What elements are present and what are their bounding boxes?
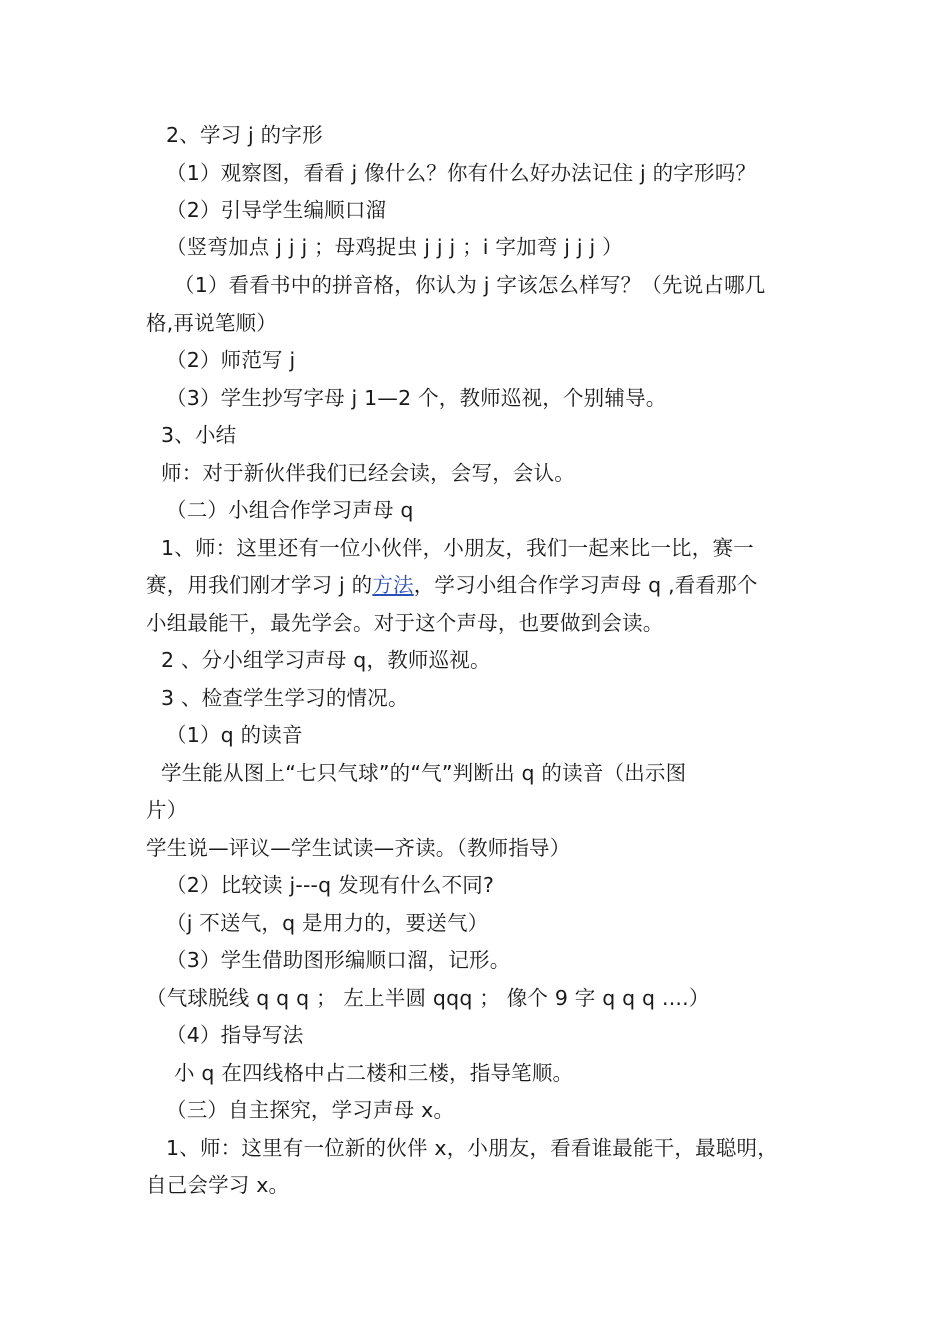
text-line: （气球脱线 q q q ； 左上半圆 qqq ； 像个 9 字 q q q ....） [146,986,710,1010]
text-line: 小 q 在四线格中占二楼和三楼，指导笔顺。 [174,1061,574,1085]
text-line: （1）观察图，看看 j 像什么？你有什么好办法记住 j 的字形吗？ [166,161,757,185]
text-line: 学生能从图上“七只气球”的“气”判断出 q 的读音（出示图 [161,761,687,785]
text-line: 师：对于新伙伴我们已经会读，会写，会认。 [161,461,575,485]
text-line: （j 不送气，q 是用力的，要送气） [166,911,489,935]
text-line: （2）师范写 j [166,348,296,372]
text-line: 小组最能干，最先学会。对于这个声母，也要做到会读。 [146,611,664,635]
text-line: （2）比较读 j---q 发现有什么不同? [166,873,495,897]
text-line: 2 、分小组学习声母 q，教师巡视。 [161,648,491,672]
text-line: 2、学习 j 的字形 [166,123,323,147]
section-heading: 3、小结 [161,423,237,447]
text-line: 格,再说笔顺） [146,311,277,335]
section-heading: （三）自主探究，学习声母 x。 [166,1098,455,1122]
text-line: （1）q 的读音 [166,723,303,747]
text-line: 学生说—评议—学生试读—齐读。（教师指导） [146,836,571,860]
text-line: （3）学生抄写字母 j 1—2 个，教师巡视，个别辅导。 [166,386,667,410]
text-line: 片） [146,798,188,822]
text-line: （3）学生借助图形编顺口溜，记形。 [166,948,511,972]
text-line: 1、师：这里有一位新的伙伴 x，小朋友，看看谁最能干，最聪明， [166,1136,778,1160]
text-line: 3 、检查学生学习的情况。 [161,686,409,710]
method-link[interactable]: 方法 [372,573,414,597]
text-line: （4）指导写法 [166,1023,304,1047]
section-heading: （二）小组合作学习声母 q [166,498,414,522]
text-line [146,571,758,599]
text-line: （2）引导学生编顺口溜 [166,198,387,222]
text-line: 自己会学习 x。 [146,1173,290,1197]
text-segment: ，学习小组合作学习声母 q ,看看那个 [413,573,758,597]
text-line: （1）看看书中的拼音格，你认为 j 字该怎么样写？（先说占哪几 [174,273,766,297]
text-line: 1、师：这里还有一位小伙伴，小朋友，我们一起来比一比，赛一 [161,536,754,560]
text-segment: 赛，用我们刚才学习 j 的 [146,573,373,597]
text-line: （竖弯加点 j j j ；母鸡捉虫 j j j ；i 字加弯 j j j ） [166,235,623,259]
